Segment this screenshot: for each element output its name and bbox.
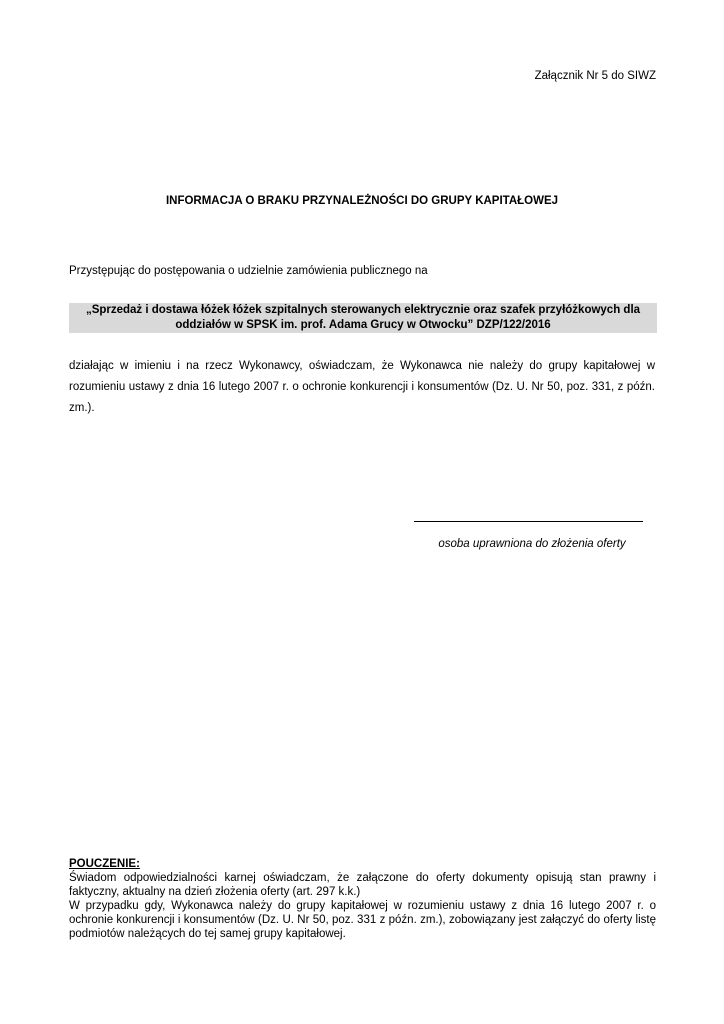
intro-text: Przystępując do postępowania o udzielnie zamówienia publicznego na	[69, 265, 428, 277]
signature-line	[414, 521, 643, 522]
subject-line-1: „Sprzedaż i dostawa łóżek łóżek szpitalnych sterowanych elektrycznie oraz szafek przyłóżkowych dla	[85, 304, 641, 316]
declaration-text: działając w imieniu i na rzecz Wykonawcy, oświadczam, że Wykonawca nie należy do grupy kapitałowej w rozumieniu ustawy z dnia 16 lutego 2007 r. o ochronie konkurencji i konsumentów (Dz. U. Nr 50, poz. 331, z późn. zm.).	[69, 360, 655, 414]
attachment-label: Załącznik Nr 5 do SIWZ	[534, 70, 656, 82]
notice-paragraph-2: W przypadku gdy, Wykonawca należy do grupy kapitałowej w rozumieniu ustawy z dnia 16 lutego 2007 r. o ochronie konkurencji i konsumentów (Dz. U. Nr 50, poz. 331 z późn. zm.), zobowiązany jest załączyć do oferty listę podmiotów należących do tej samej grupy kapitałowej.	[69, 900, 656, 940]
notice-paragraph-1: Świadom odpowiedzialności karnej oświadczam, że załączone do oferty dokumenty opisują stan prawny i faktyczny, aktualny na dzień złożenia oferty (art. 297 k.k.)	[69, 872, 656, 898]
notice-heading: POUCZENIE:	[69, 858, 140, 870]
signature-caption: osoba uprawniona do złożenia oferty	[438, 538, 626, 550]
subject-line-2: oddziałów w SPSK im. prof. Adama Grucy w Otwocku” DZP/122/2016	[175, 319, 551, 331]
document-title: INFORMACJA O BRAKU PRZYNALEŻNOŚCI DO GRUPY KAPITAŁOWEJ	[165, 195, 559, 207]
procurement-subject	[69, 303, 657, 333]
notice-section	[69, 857, 656, 941]
